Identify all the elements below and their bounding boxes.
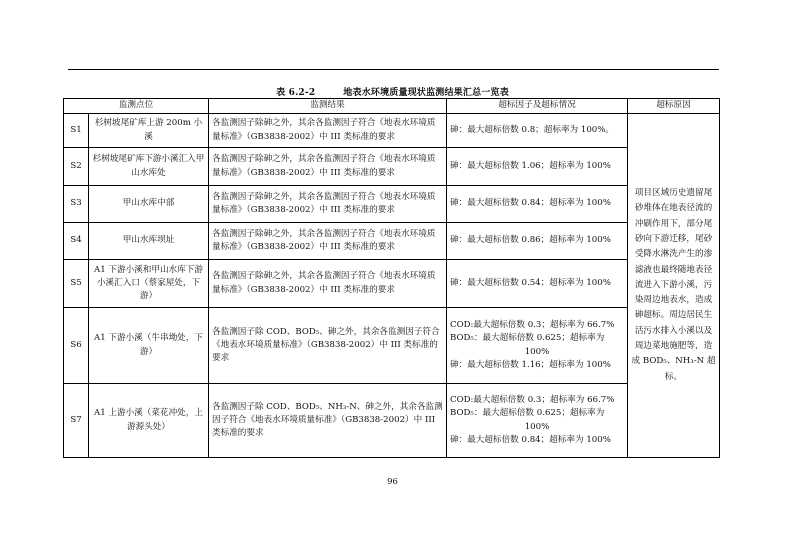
row-result: 各监测因子除砷之外，其余各监测因子符合《地表水环境质量标准》（GB3838-2002）中 III 类标准的要求 xyxy=(209,186,447,223)
table-row xyxy=(64,114,720,148)
factor-line: 砷：最大超标倍数 0.8；超标率为 100%。 xyxy=(450,124,615,135)
row-factors xyxy=(447,384,628,458)
table-row xyxy=(64,384,720,458)
row-id: S6 xyxy=(64,308,89,384)
factor-line: 砷：最大超标倍数 1.06；超标率为 100% xyxy=(450,160,611,171)
row-id: S2 xyxy=(64,148,89,186)
row-site: A1 下游小溪和甲山水库下游小溪汇入口（蔡家屋处，下游） xyxy=(89,260,209,308)
factor-line: 砷：最大超标倍数 0.86；超标率为 100% xyxy=(450,235,611,246)
table-row xyxy=(64,223,720,260)
header-factors: 超标因子及超标情况 xyxy=(447,99,628,114)
table-row xyxy=(64,148,720,186)
monitoring-results-table xyxy=(63,98,720,458)
row-id: S3 xyxy=(64,186,89,223)
row-id: S4 xyxy=(64,223,89,260)
header-reason: 超标原因 xyxy=(628,99,720,114)
table-row xyxy=(64,308,720,384)
row-result: 各监测因子除砷之外，其余各监测因子符合《地表水环境质量标准》（GB3838-2002）中 III 类标准的要求 xyxy=(209,260,447,308)
factor-line: 砷：最大超标倍数 1.16；超标率为 100% xyxy=(450,359,611,370)
row-id: S1 xyxy=(64,114,89,148)
row-factors xyxy=(447,114,628,148)
header-site: 监测点位 xyxy=(64,99,209,114)
row-site: 甲山水库坝址 xyxy=(89,223,209,260)
caption-number: 表 6.2-2 xyxy=(276,88,316,98)
row-id: S7 xyxy=(64,384,89,458)
row-site: 杉树坡尾矿库下游小溪汇入甲山水库处 xyxy=(89,148,209,186)
page-number: 96 xyxy=(387,477,398,487)
caption-title: 地表水环境质量现状监测结果汇总一览表 xyxy=(343,88,509,98)
row-result: 各监测因子除 COD、BOD₅、砷之外，其余各监测因子符合《地表水环境质量标准》（GB3838-2002）中 III 类标准的要求 xyxy=(209,308,447,384)
factor-line: BOD₅：最大超标倍数 0.625；超标率为 xyxy=(450,333,605,344)
row-factors xyxy=(447,186,628,223)
row-result: 各监测因子除 COD、BOD₅、NH₃-N、砷之外，其余各监测因子符合《地表水环境质量标准》（GB3838-2002）中 III 类标准的要求 xyxy=(209,384,447,458)
table-caption xyxy=(0,85,785,98)
header-result: 监测结果 xyxy=(209,99,447,114)
row-site: A1 上游小溪（菜花冲处，上游源头处） xyxy=(89,384,209,458)
factor-line: COD:最大超标倍数 0.3；超标率为 66.7% xyxy=(450,319,615,330)
factor-line: 100% xyxy=(524,421,550,432)
factor-line: 砷：最大超标倍数 0.54；超标率为 100% xyxy=(450,277,611,288)
row-site: 杉树坡尾矿库上游 200m 小溪 xyxy=(89,114,209,148)
row-factors xyxy=(447,223,628,260)
table-row xyxy=(64,260,720,308)
row-factors xyxy=(447,308,628,384)
row-factors xyxy=(447,260,628,308)
row-result: 各监测因子除砷之外，其余各监测因子符合《地表水环境质量标准》（GB3838-2002）中 III 类标准的要求 xyxy=(209,148,447,186)
row-factors xyxy=(447,148,628,186)
row-site: A1 下游小溪（牛串坳处，下游） xyxy=(89,308,209,384)
row-id: S5 xyxy=(64,260,89,308)
factor-line: 砷：最大超标倍数 0.84；超标率为 100% xyxy=(450,434,611,445)
factor-line: 砷：最大超标倍数 0.84；超标率为 100% xyxy=(450,198,611,209)
header-rule xyxy=(68,69,719,70)
row-result: 各监测因子除砷之外，其余各监测因子符合《地表水环境质量标准》（GB3838-2002）中 III 类标准的要求 xyxy=(209,114,447,148)
exceedance-reason: 项目区域历史遗留尾砂堆体在地表径流的冲刷作用下，部分尾砂向下游迁移，尾砂受降水淋洗产生的渗滤液也最终随地表径流进入下游小溪，污染周边地表水，造成砷超标。周边居民生活污水排入小溪以及周边菜地施肥等，造成 BOD₅、NH₃-N 超标。 xyxy=(628,114,720,458)
factor-line: 100% xyxy=(524,346,550,357)
row-site: 甲山水库中部 xyxy=(89,186,209,223)
factor-line: COD:最大超标倍数 0.3；超标率为 66.7% xyxy=(450,394,615,405)
row-result: 各监测因子除砷之外，其余各监测因子符合《地表水环境质量标准》（GB3838-2002）中 III 类标准的要求 xyxy=(209,223,447,260)
table-row xyxy=(64,186,720,223)
table-header-row xyxy=(64,99,720,114)
factor-line: BOD₅：最大超标倍数 0.625；超标率为 xyxy=(450,408,605,419)
